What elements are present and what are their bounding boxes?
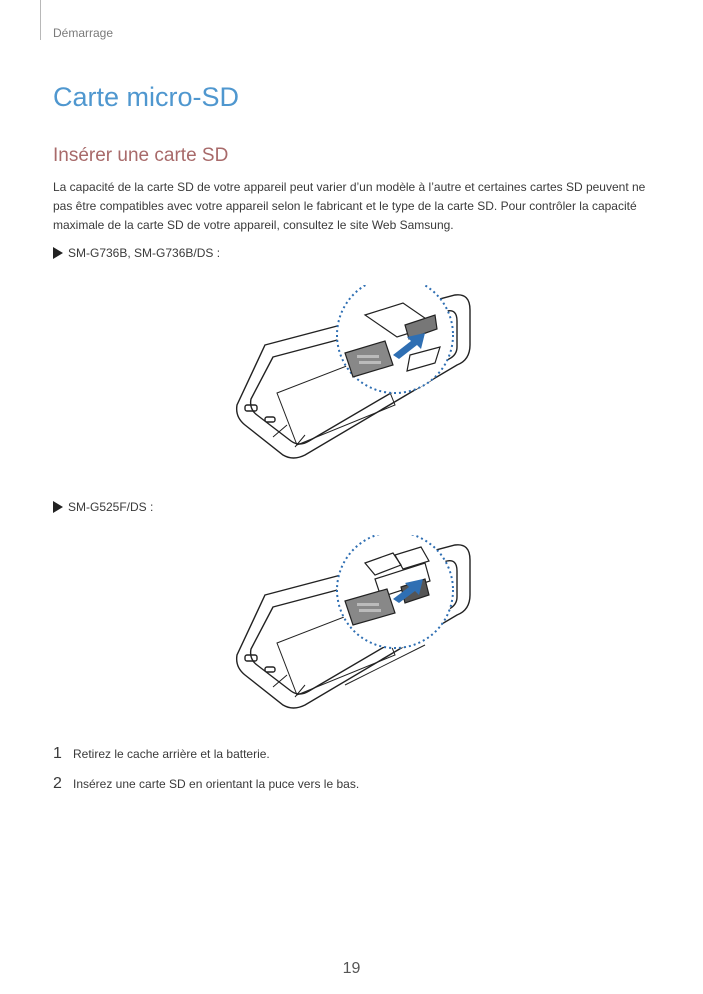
- header-rule: [40, 0, 41, 40]
- model-label-2: [53, 500, 153, 514]
- page-title: Carte micro-SD: [53, 82, 240, 112]
- sd-card-illustration-2: [225, 535, 485, 735]
- page-number: 19: [342, 960, 361, 977]
- model-label-text: SM-G736B, SM-G736B/DS :: [68, 246, 221, 260]
- step-2: [53, 775, 359, 793]
- step-1: [53, 745, 270, 763]
- section-subtitle: Insérer une carte SD: [53, 145, 229, 166]
- bullet-triangle-icon: [53, 501, 63, 513]
- bullet-triangle-icon: [53, 247, 63, 259]
- model-label-1: [53, 246, 220, 260]
- step-number: 1: [53, 745, 62, 762]
- section-label: Démarrage: [53, 26, 114, 40]
- step-text: Insérez une carte SD en orientant la puce vers le bas.: [73, 777, 360, 791]
- sd-card-illustration-1: [225, 285, 485, 485]
- step-number: 2: [53, 775, 62, 792]
- intro-paragraph: La capacité de la carte SD de votre appareil peut varier d’un modèle à l’autre et certaines cartes SD peuvent ne pas être compatibles avec votre appareil selon le fabricant et le type de la carte SD. Pour contrôler la capacité maximale de la carte SD de votre appareil, consultez le site Web Samsung.: [53, 180, 646, 232]
- model-label-text: SM-G525F/DS :: [68, 500, 154, 514]
- step-text: Retirez le cache arrière et la batterie.: [73, 747, 270, 761]
